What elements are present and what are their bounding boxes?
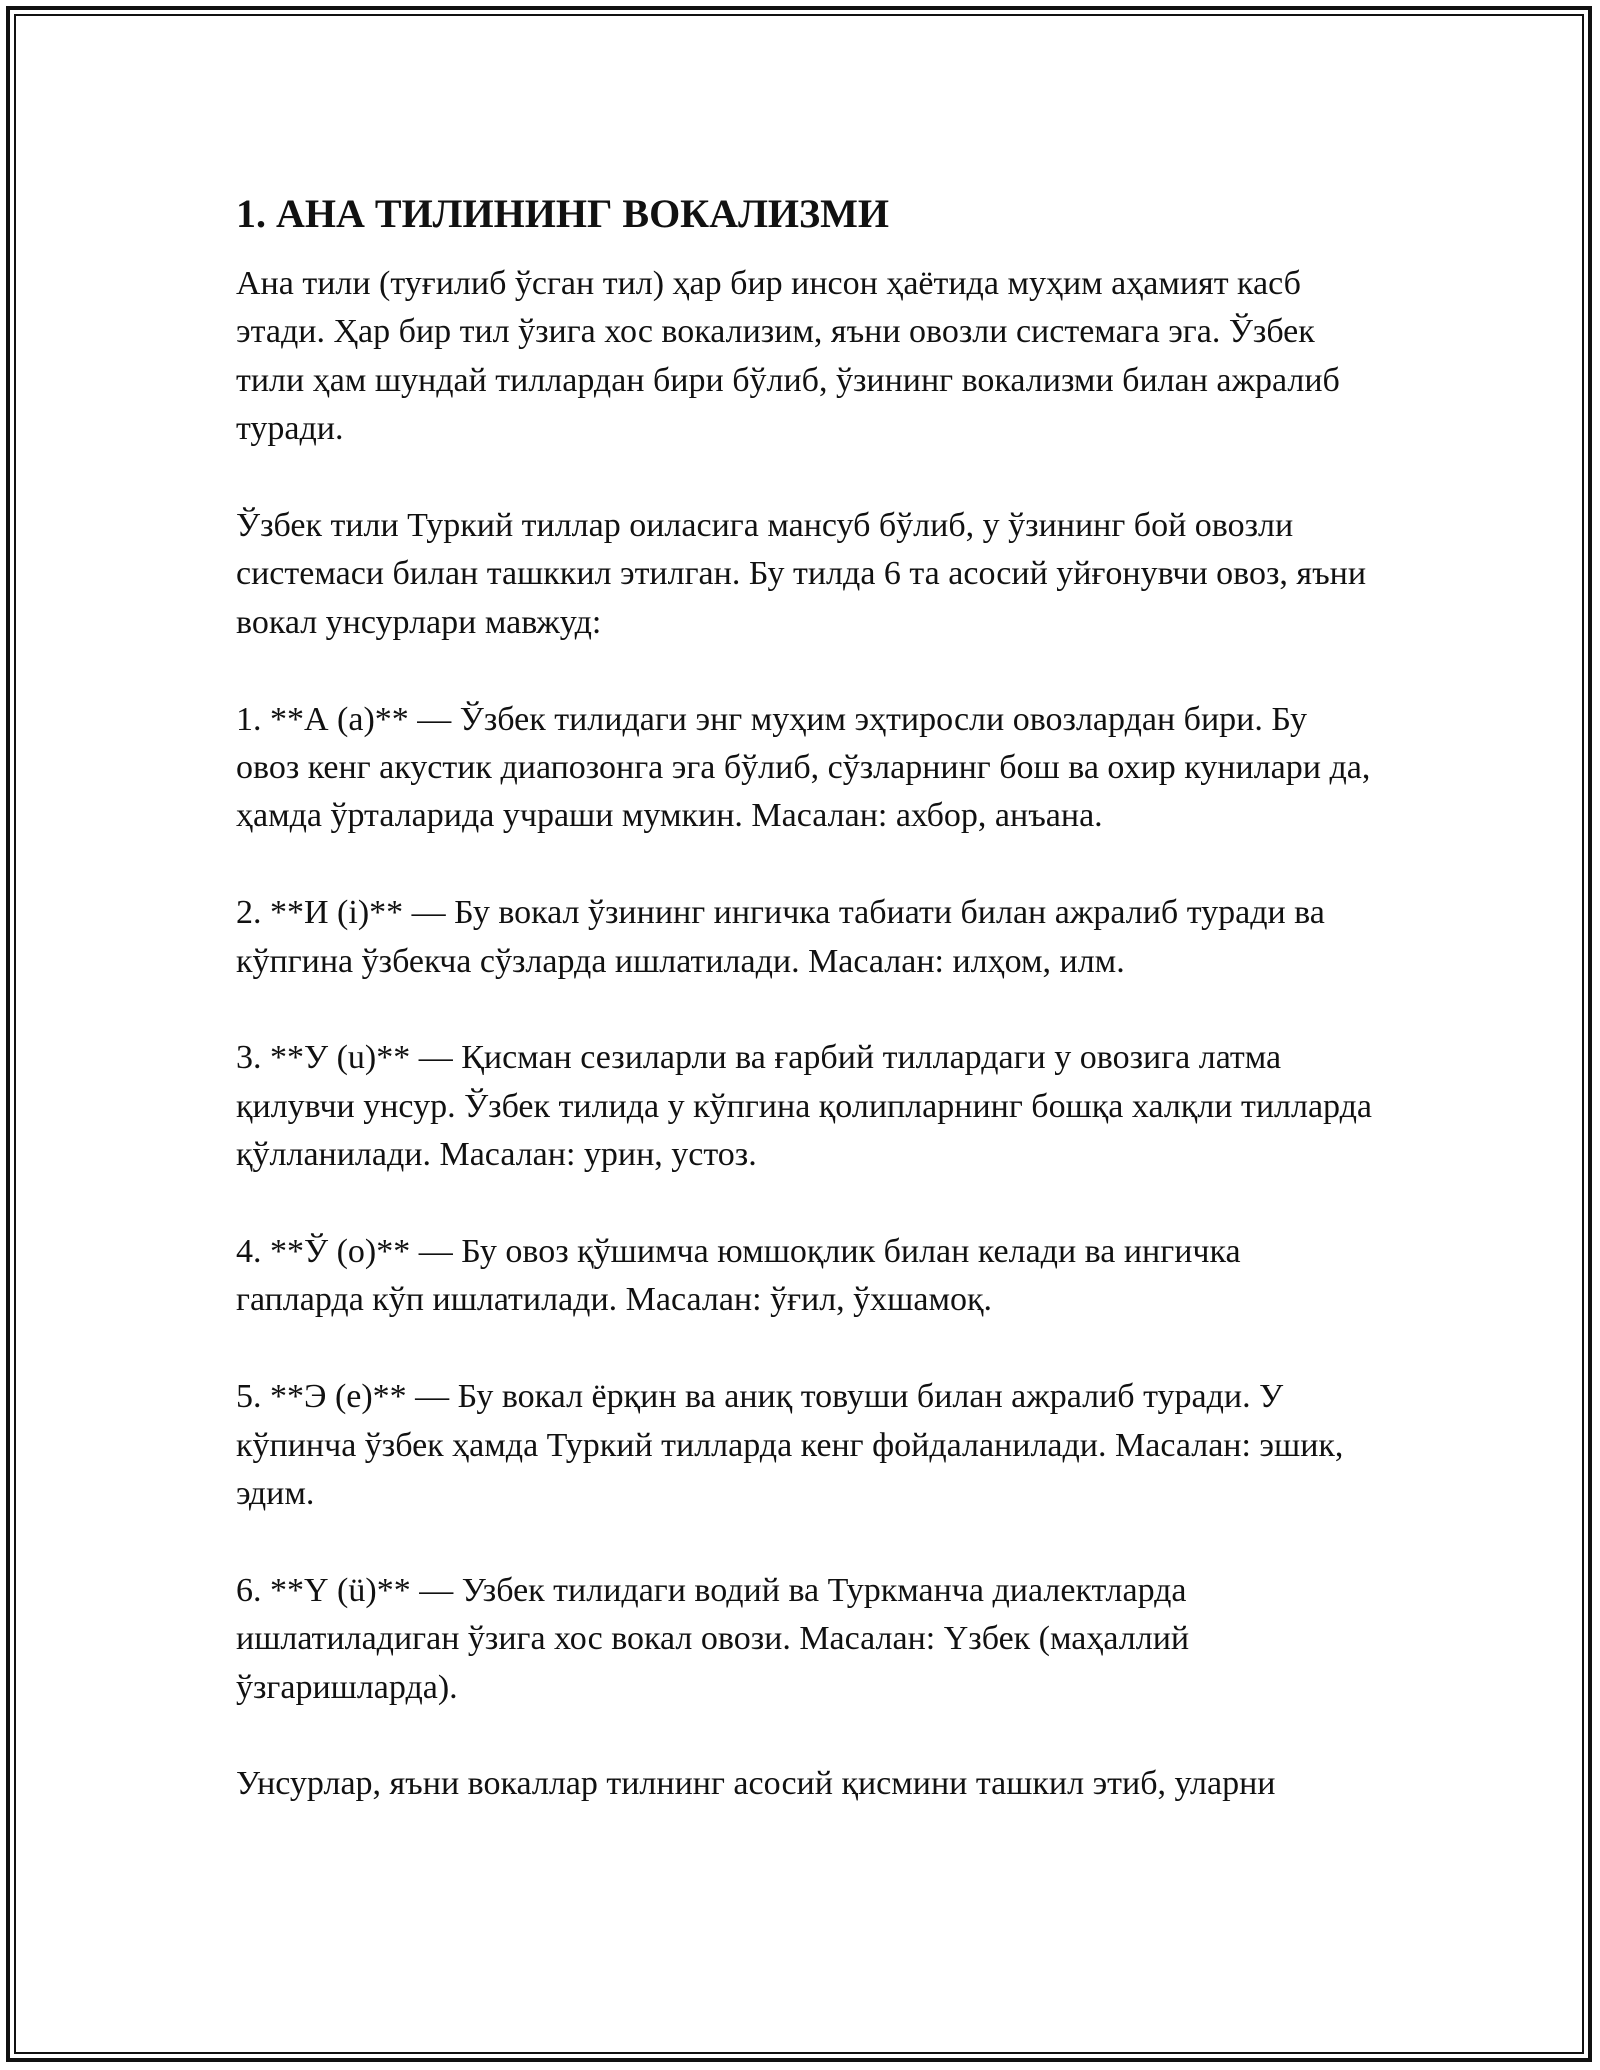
list-item-vowel-u: 3. **У (u)** — Қисман сезиларли ва ғарбий тиллардаги у овозига латма қилувчи унсур. Ўзбек тилида у кўпгина қолипларнинг бошқа халқли тилларда қўлланилади. Масалан: урин, устоз.: [236, 1039, 1372, 1174]
list-item-vowel-ue: 6. **Ү (ü)** — Узбек тилидаги водий ва Туркманча диалектларда ишлатиладиган ўзига хос вокал овози. Масалан: Үзбек (маҳаллий ўзгаришларда).: [236, 1571, 1190, 1706]
document-title: 1. АНА ТИЛИНИНГ ВОКАЛИЗМИ: [236, 191, 889, 236]
document-body: [236, 188, 1376, 1809]
paragraph-conclusion: Унсурлар, яъни вокаллар тилнинг асосий қисмини ташкил этиб, уларни: [236, 1765, 1276, 1803]
list-item-vowel-i: 2. **И (i)** — Бу вокал ўзининг ингичка табиати билан ажралиб туради ва кўпгина ўзбекча сўзларда ишлатилади. Масалан: илҳом, илм.: [236, 894, 1325, 980]
list-item-vowel-a: 1. **А (а)** — Ўзбек тилидаги энг муҳим эҳтиросли овозлардан бири. Бу овоз кенг акустик диапозонга эга бўлиб, сўзларнинг бош ва охир кунилари да, ҳамда ўрталарида учраши мумкин. Масалан: ахбор, анъана.: [236, 700, 1371, 835]
paragraph-vowel-overview: Ўзбек тили Туркий тиллар оиласига мансуб бўлиб, у ўзининг бой овозли системаси билан ташккил этилган. Бу тилда 6 та асосий уйғонувчи овоз, яъни вокал унсурлари мавжуд:: [236, 507, 1367, 641]
list-item-vowel-e: 5. **Э (e)** — Бу вокал ёрқин ва аниқ товуши билан ажралиб туради. У кўпинча ўзбек ҳамда Туркий тилларда кенг фойдаланилади. Масалан: эшик, эдим.: [236, 1378, 1344, 1513]
list-item-vowel-o: 4. **Ў (o)** — Бу овоз қўшимча юмшоқлик билан келади ва ингичка гапларда кўп ишлатилади. Масалан: ўғил, ўхшамоқ.: [236, 1233, 1241, 1319]
paragraph-intro: Ана тили (туғилиб ўсган тил) ҳар бир инсон ҳаётида муҳим аҳамият касб этади. Ҳар бир тил ўзига хос вокализим, яъни овозли системага эга. Ўзбек тили ҳам шундай тиллардан бири бўлиб, ўзининг вокализми билан ажралиб туради.: [236, 265, 1340, 448]
